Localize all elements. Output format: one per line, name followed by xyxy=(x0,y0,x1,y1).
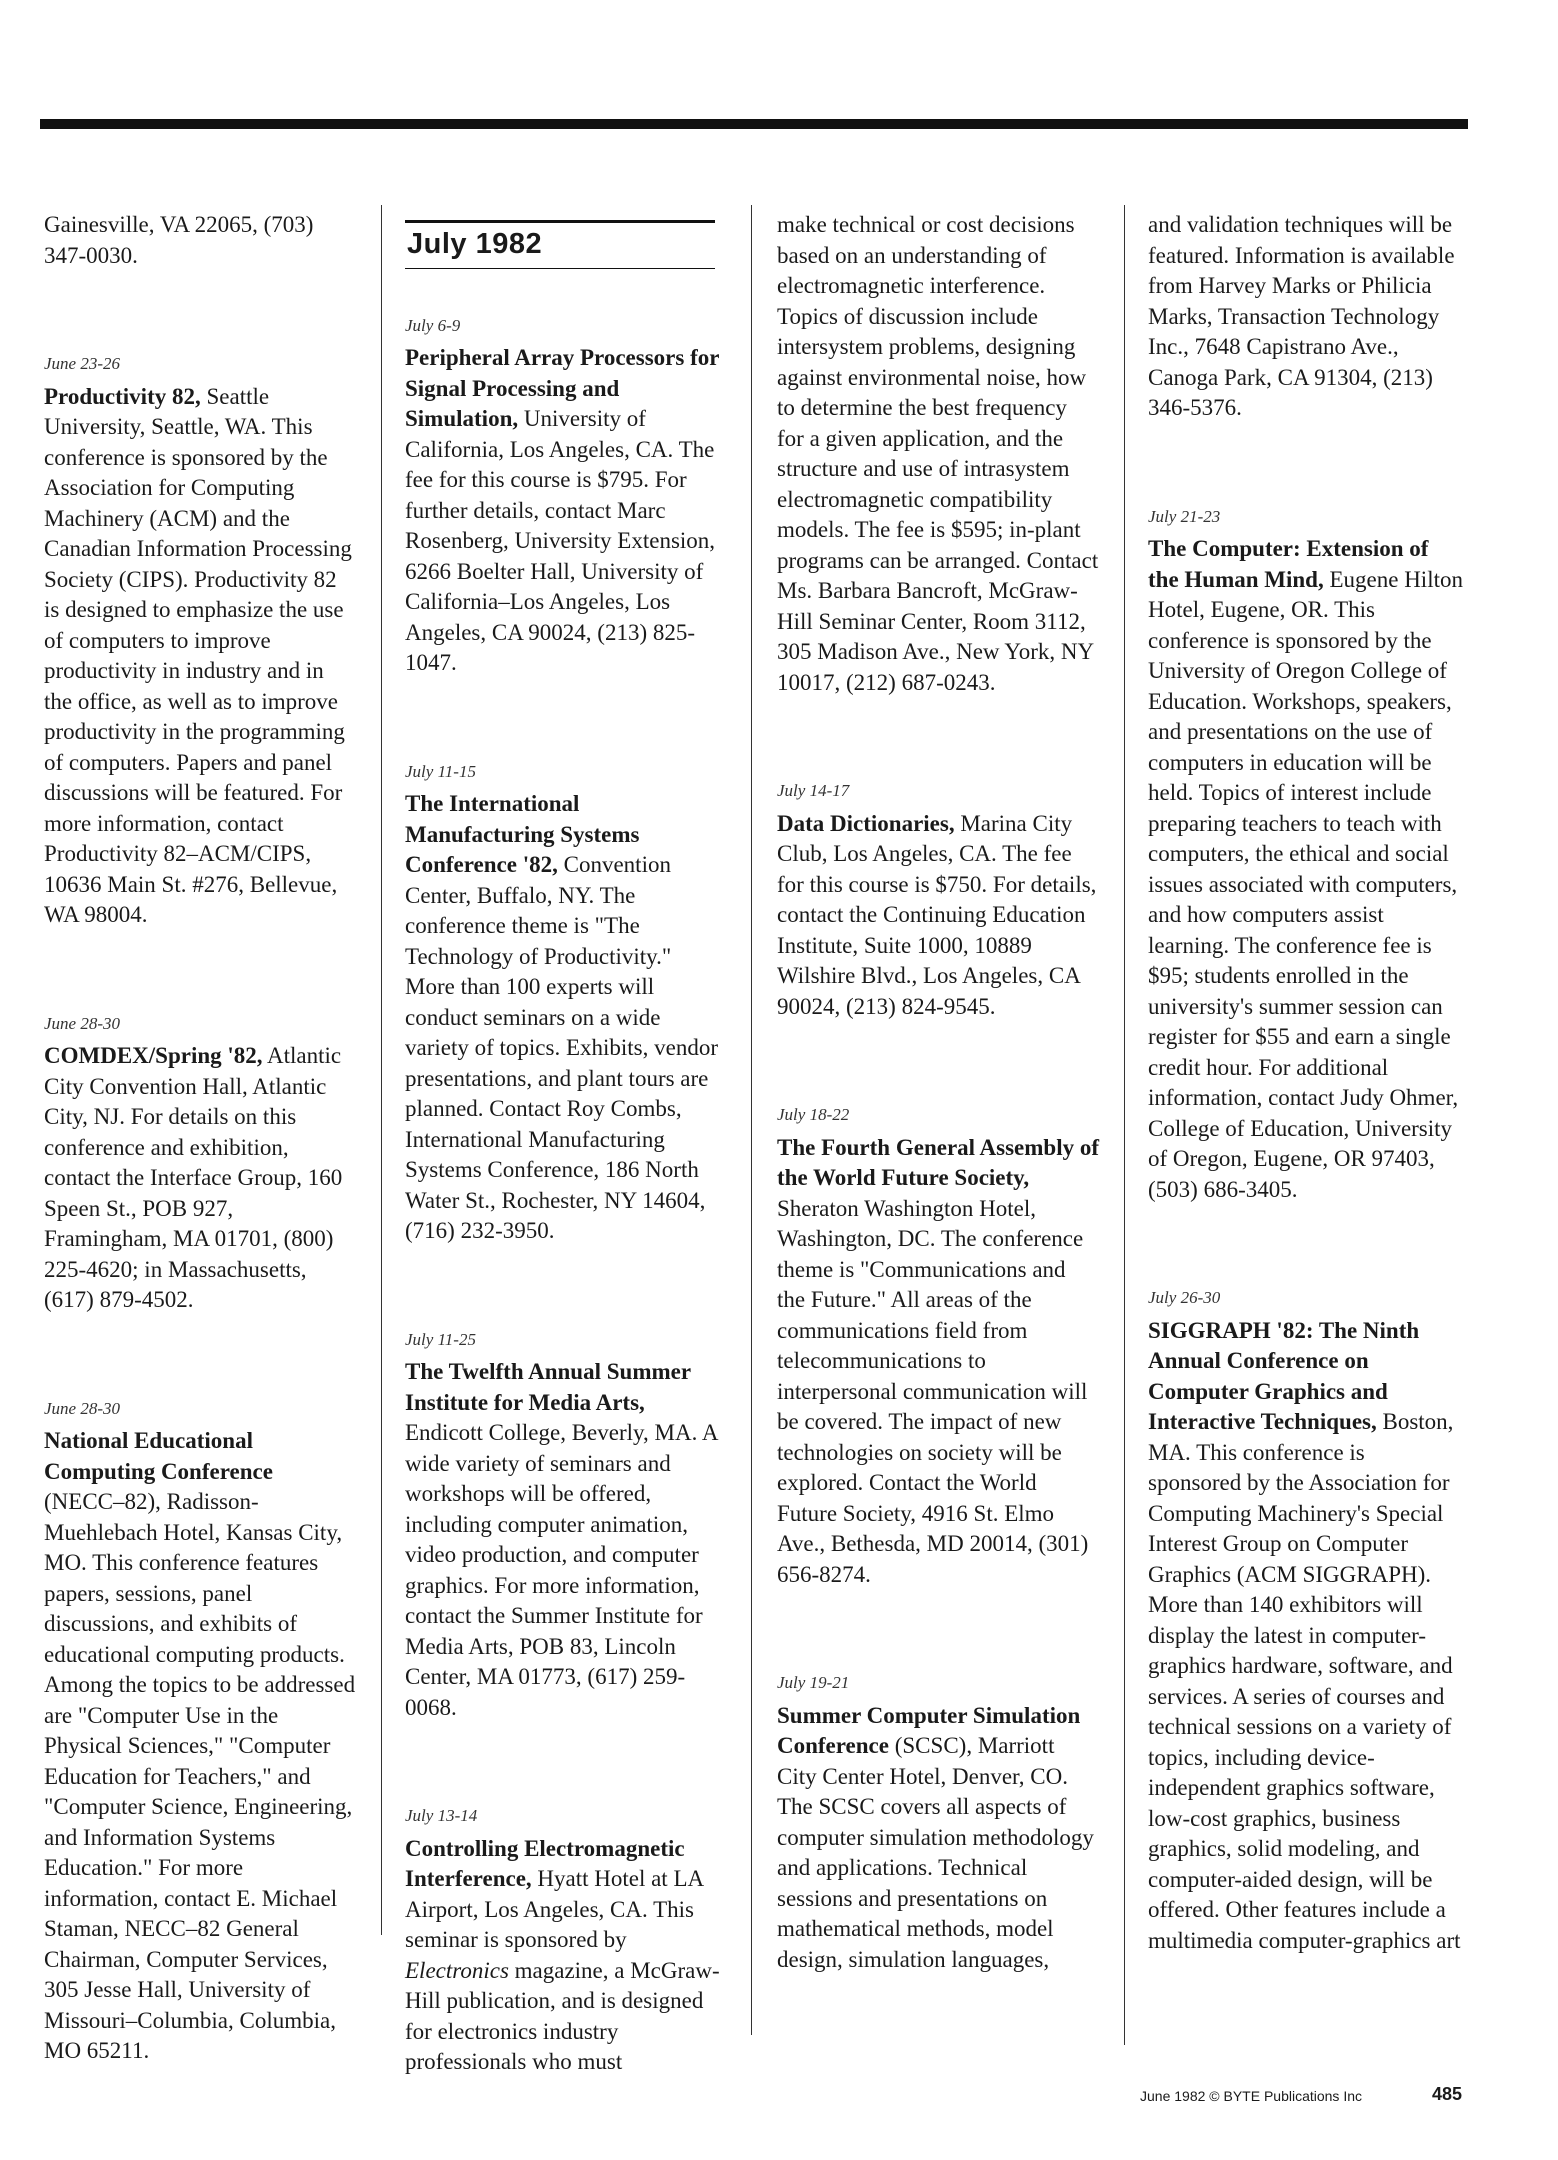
event-title: The Twelfth Annual Summer Institute for Media Arts, xyxy=(405,1359,691,1415)
event-description: Sheraton Washington Hotel, Washington, DC. The conference theme is "Communications and the Future." All areas of the communications field from telecommunications to interpersonal communication will be covered. The impact of new technologies on society will be explored. Contact the World Future Society, 4916 St. Elmo Ave., Bethesda, MD 20014, (301) 656-8274. xyxy=(777,1195,1089,1587)
event-entry xyxy=(1148,502,1463,1206)
event-title: Summer Computer Simulation Conference xyxy=(777,1702,1081,1758)
event-date: July 26-30 xyxy=(1148,1288,1221,1307)
page-number: 485 xyxy=(1432,2084,1463,2104)
lead-text: Gainesville, VA 22065, (703) 347-0030. xyxy=(44,212,314,268)
event-entry xyxy=(777,776,1099,1022)
event-title: Data Dictionaries, xyxy=(777,810,955,836)
lead-text: make technical or cost decisions based on an understanding of electromagnetic interference. Topics of discussion include intersystem problems, designing against environmental noise, how to determine the best frequency for a given application, and the structure and use of intrasystem electromagnetic compatibility models. The fee is $595; in-plant programs can be arranged. Contact Ms. Barbara Bancroft, McGraw-Hill Seminar Center, Room 3112, 305 Madison Ave., New York, NY 10017, (212) 687-0243. xyxy=(777,212,1099,695)
event-description: University of California, Los Angeles, CA. The fee for this course is $795. For further details, contact Marc Rosenberg, University Extension, 6266 Boelter Hall, University of California–Los Angeles, Los Angeles, CA 90024, (213) 825-1047. xyxy=(405,406,716,675)
event-entry xyxy=(44,349,357,931)
event-title: COMDEX/Spring '82, xyxy=(44,1043,263,1068)
event-title: National Educational Computing Conference xyxy=(44,1428,273,1484)
event-date: July 18-22 xyxy=(777,1105,850,1124)
footer-credit: June 1982 © BYTE Publications Inc xyxy=(1140,2088,1362,2104)
event-title: Peripheral Array Processors for Signal Processing and Simulation, xyxy=(405,345,720,431)
event-description: Convention Center, Buffalo, NY. The conference theme is "The Technology of Productivity." More than 100 experts will conduct seminars on a wide variety of topics. Exhibits, vendor presentations, and plant tours are planned. Contact Roy Combs, International Manufacturing Systems Conference, 186 North Water St., Rochester, NY 14604, (716) 232-3950. xyxy=(405,852,718,1243)
column-2 xyxy=(405,210,725,2156)
top-rule xyxy=(40,119,1468,129)
event-description: Hyatt Hotel at LA Airport, Los Angeles, CA. This seminar is sponsored by xyxy=(405,1866,703,1952)
publication-name: Electronics xyxy=(405,1957,509,1983)
event-title: The Fourth General Assembly of the World Future Society, xyxy=(777,1134,1099,1190)
lead-text: and validation techniques will be featured. Information is available from Harvey Marks or Philicia Marks, Transaction Technology Inc., 7648 Capistrano Ave., Canoga Park, CA 91304, (213) 346-5376. xyxy=(1148,212,1455,420)
month-heading: July 1982 xyxy=(407,228,543,260)
event-description: magazine, a McGraw-Hill publication, and is designed for electronics industry professionals who must xyxy=(405,1957,720,2074)
event-date: July 6-9 xyxy=(405,315,461,335)
event-date: June 28-30 xyxy=(44,1398,121,1418)
column-divider xyxy=(751,205,752,2035)
column-1 xyxy=(44,210,357,2145)
event-date: July 11-25 xyxy=(405,1329,476,1349)
event-entry xyxy=(405,757,725,1247)
column-divider xyxy=(1124,205,1125,2045)
event-description: Atlantic City Convention Hall, Atlantic City, NJ. For details on this conference and exhibition, contact the Interface Group, 160 Speen St., POB 927, Framingham, MA 01701, (800) 225-4620; in Massachusetts, (617) 879-4502. xyxy=(44,1043,343,1312)
event-entry xyxy=(405,1801,725,2078)
event-entry xyxy=(1148,1283,1463,1956)
event-entry xyxy=(405,311,725,679)
event-entry xyxy=(405,1325,725,1724)
event-entry xyxy=(777,1668,1099,1975)
event-description: Marina City Club, Los Angeles, CA. The fee for this course is $750. For details, contact the Continuing Education Institute, Suite 1000, 10889 Wilshire Blvd., Los Angeles, CA 90024, (213) 824-9545. xyxy=(777,810,1097,1019)
event-description: (NECC–82), Radisson-Muehlebach Hotel, Kansas City, MO. This conference features papers, sessions, panel discussions, and exhibits of educational computing products. Among the topics to be addressed are "Computer Use in the Physical Sciences," "Computer Education for Teachers," and "Computer Science, Engineering, and Information Systems Education." For more information, contact E. Michael Staman, NECC–82 General Chairman, Computer Services, 305 Jesse Hall, University of Missouri–Columbia, Columbia, MO 65211. xyxy=(44,1489,356,2063)
event-title: SIGGRAPH '82: The Ninth Annual Conference on Computer Graphics and Interactive Techniques, xyxy=(1148,1317,1420,1434)
event-title: Productivity 82, xyxy=(44,383,201,409)
event-title: Controlling Electromagnetic Interference, xyxy=(405,1835,685,1891)
event-date: June 23-26 xyxy=(44,354,121,373)
event-description: Seattle University, Seattle, WA. This conference is sponsored by the Association for Computing Machinery (ACM) and the Canadian Information Processing Society (CIPS). Productivity 82 is designed to emphasize the use of computers to improve productivity in industry and in the office, as well as to improve productivity in the programming of computers. Papers and panel discussions will be featured. For more information, contact Productivity 82–ACM/CIPS, 10636 Main St. #276, Bellevue, WA 98004. xyxy=(44,383,352,927)
event-date: July 14-17 xyxy=(777,781,850,800)
event-description: Eugene Hilton Hotel, Eugene, OR. This conference is sponsored by the University of Oregon College of Education. Workshops, speakers, and presentations on the use of computers in education will be held. Topics of interest include preparing teachers to teach with computers, the ethical and social issues associated with computers, and how computers assist learning. The conference fee is $95; students enrolled in the university's summer session can register for $55 and earn a single credit hour. For additional information, contact Judy Ohmer, College of Education, University of Oregon, Eugene, OR 97403, (503) 686-3405. xyxy=(1148,566,1463,1202)
event-date: July 21-23 xyxy=(1148,506,1221,526)
column-3 xyxy=(777,210,1099,2053)
event-date: July 19-21 xyxy=(777,1673,850,1692)
event-description: Boston, MA. This conference is sponsored by the Association for Computing Machinery's Special Interest Group on Computer Graphics (ACM SIGGRAPH). More than 140 exhibitors will display the latest in computer-graphics hardware, software, and services. A series of courses and technical sessions on a variety of topics, including device-independent graphics software, low-cost graphics, business graphics, solid modeling, and computer-aided design, will be offered. Other features include a multimedia computer-graphics art xyxy=(1148,1409,1461,1953)
event-description: Endicott College, Beverly, MA. A wide variety of seminars and workshops will be offered, including computer animation, video production, and computer graphics. For more information, contact the Summer Institute for Media Arts, POB 83, Lincoln Center, MA 01773, (617) 259-0068. xyxy=(405,1420,718,1720)
column-4 xyxy=(1148,210,1463,2034)
column-divider xyxy=(381,205,382,1935)
event-entry xyxy=(44,1009,357,1316)
event-date: July 13-14 xyxy=(405,1806,478,1825)
event-title: The International Manufacturing Systems Conference '82, xyxy=(405,791,640,877)
event-description: (SCSC), Marriott City Center Hotel, Denver, CO. The SCSC covers all aspects of computer simulation methodology and applications. Technical sessions and presentations on mathematical methods, model design, simulation languages, xyxy=(777,1733,1094,1972)
event-title: The Computer: Extension of the Human Mind, xyxy=(1148,536,1429,592)
event-entry xyxy=(44,1394,357,2067)
event-date: June 28-30 xyxy=(44,1013,121,1033)
event-entry xyxy=(777,1100,1099,1590)
event-date: July 11-15 xyxy=(405,761,476,781)
